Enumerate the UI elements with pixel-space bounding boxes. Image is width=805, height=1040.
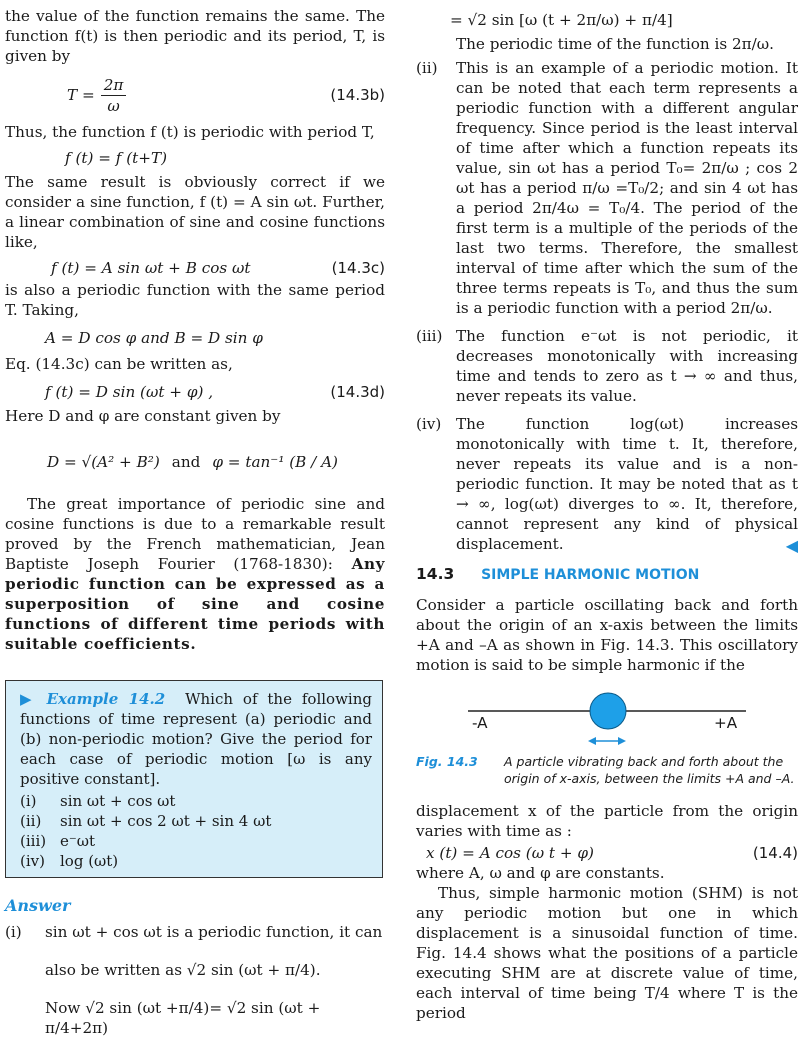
paragraph-text: The great importance of periodic sine and cosine functions is due to a remarkable result proved by the French mathematician, Jean Baptiste Joseph Fourier (1768-1830): [5,495,385,573]
paragraph: the value of the function remains the same. The function f(t) is then periodic and its period, T, is given by [5,7,385,65]
label-minus-a: -A [472,714,488,732]
answer-item [5,922,385,1038]
end-marker-icon: ◀ [785,536,798,555]
answer-line: sin ωt + cos ωt is a periodic function, it can [45,923,383,941]
example-box [5,680,383,878]
paragraph: where A, ω and φ are constants. [416,864,665,882]
example-intro [20,689,372,789]
paragraph-fourier [5,494,385,654]
section-title: SIMPLE HARMONIC MOTION [481,567,700,583]
answer-item-iv [416,414,798,554]
answer-line: also be written as √2 sin (ωt + π/4). [45,961,321,979]
figure-14-3 [416,681,798,751]
item-label: (ii) [20,812,42,830]
equation-14-4 [426,843,798,863]
numerator: 2π [101,75,127,96]
item-text: The function log(ωt) increases monotonically with time t. It, therefore, never repeats its value and is a non-periodic function. It may be noted that as t → ∞, log(ωt) diverges to ∞. It, therefore, cannot represent any kind of physical displacement. [456,415,798,553]
equation-14-3c [51,258,385,278]
equation-body: f (t) = A sin ωt + B cos ωt [51,259,251,277]
example-title: Example 14.2 [46,690,166,708]
figure-label: Fig. 14.3 [416,754,478,769]
paragraph: Here D and φ are constant given by [5,407,281,425]
list-item [20,791,372,811]
arrow-head-right [618,737,626,745]
equation-d-phi [47,442,385,482]
item-label: (i) [20,792,37,810]
answer-item-ii [416,58,798,318]
denominator: ω [107,96,120,115]
item-label: (ii) [416,59,438,77]
equation-14-3b [5,72,385,118]
equation-number: (14.4) [752,844,798,862]
eq-lhs: T = [67,86,95,104]
figure-caption [416,753,798,787]
item-text: sin ωt + cos ωt [60,792,176,810]
list-item [20,851,372,871]
item-label: (iv) [20,852,45,870]
equation-phi: φ = tan⁻¹ (B / A) [212,453,338,471]
answer-line: Now √2 sin (ωt +π/4)= √2 sin (ωt + π/4+2π) [45,999,321,1037]
left-column [5,0,385,654]
item-label: (iii) [20,832,47,850]
equation: A = D cos φ and B = D sin φ [45,329,263,347]
paragraph: Consider a particle oscillating back and forth about the origin of an x-axis between the limits +A and –A as shown in Fig. 14.3. This oscillatory motion is said to be simple harmonic if the [416,596,798,674]
answer-lines [45,922,385,1038]
paragraph: displacement x of the particle from the origin varies with time as : [416,802,798,840]
list-item [20,831,372,851]
equation-d: D = √(A² + B²) [47,453,160,471]
arrow-head-left [588,737,596,745]
particle-ball [590,693,626,729]
arrow-marker-icon: ▶ [20,690,37,708]
fourier-statement: Any periodic function can be expressed as a superposition of sine and cosine functions of different time periods with suitable coefficients. [5,555,386,653]
list-item [20,811,372,831]
section-number: 14.3 [416,565,455,583]
item-label: (iv) [416,415,442,433]
example-list [20,791,372,871]
answer-title: Answer [5,896,71,915]
paragraph: Eq. (14.3c) can be written as, [5,355,233,373]
item-label: (i) [5,923,22,941]
fraction [101,75,127,116]
equation-number: (14.3d) [330,383,385,401]
item-text: This is an example of a periodic motion. It can be noted that each term represents a periodic function with a different angular frequency. Since period is the least interval of time after which a function repeats its value, sin ωt has a period T₀= 2π/ω ; cos 2 ωt has a period π/ω =T₀/2; and sin 4 ωt has a period 2π/4ω = T₀/4. The period of the first term is a multiple of the periods of the last two terms. Therefore, the smallest interval of time after which the sum of the three terms repeats is T₀, and thus the sum is a periodic function with a period 2π/ω. [456,59,798,317]
item-text: sin ωt + cos 2 ωt + sin 4 ωt [60,812,272,830]
equation: = √2 sin [ω (t + 2π/ω) + π/4] [450,11,673,29]
item-text: e⁻ωt [60,832,96,850]
equation-number: (14.3b) [330,86,385,104]
example-text: Which of the following functions of time represent (a) periodic and (b) non-periodic motion? Give the period for each case of periodic motion [ω is any positive constant]. [20,690,372,788]
item-text: log (ωt) [60,852,119,870]
figure-caption-text: A particle vibrating back and forth about the origin of x-axis, between the limits +A and –A. [504,754,795,786]
item-text: The function e⁻ωt is not periodic, it decreases monotonically with increasing time and tends to zero as t → ∞ and thus, never repeats its value. [456,327,798,405]
word-and: and [171,453,201,471]
section-heading [416,564,798,585]
equation: f (t) = f (t+T) [65,149,168,167]
equation-14-3d [45,382,385,402]
paragraph: Thus, the function f (t) is periodic with period T, [5,123,375,141]
answer-section [5,896,385,1038]
answer-item-iii [416,326,798,406]
label-plus-a: +A [714,714,738,732]
equation-body: f (t) = D sin (ωt + φ) , [45,383,214,401]
paragraph: The periodic time of the function is 2π/ω. [456,35,774,53]
paragraph: Thus, simple harmonic motion (SHM) is not any periodic motion but one in which displacement is a sinusoidal function of time. Fig. 14.4 shows what the positions of a particle executing SHM are at discrete value of time, each interval of time being T/4 where T is the period [416,884,798,1022]
item-label: (iii) [416,327,443,345]
right-column [416,0,798,1023]
paragraph: is also a periodic function with the same period T. Taking, [5,281,385,319]
equation-number: (14.3c) [331,259,385,277]
equation-body: x (t) = A cos (ω t + φ) [426,844,594,862]
paragraph: The same result is obviously correct if we consider a sine function, f (t) = A sin ωt. Further, a linear combination of sine and cosine functions like, [5,173,385,251]
